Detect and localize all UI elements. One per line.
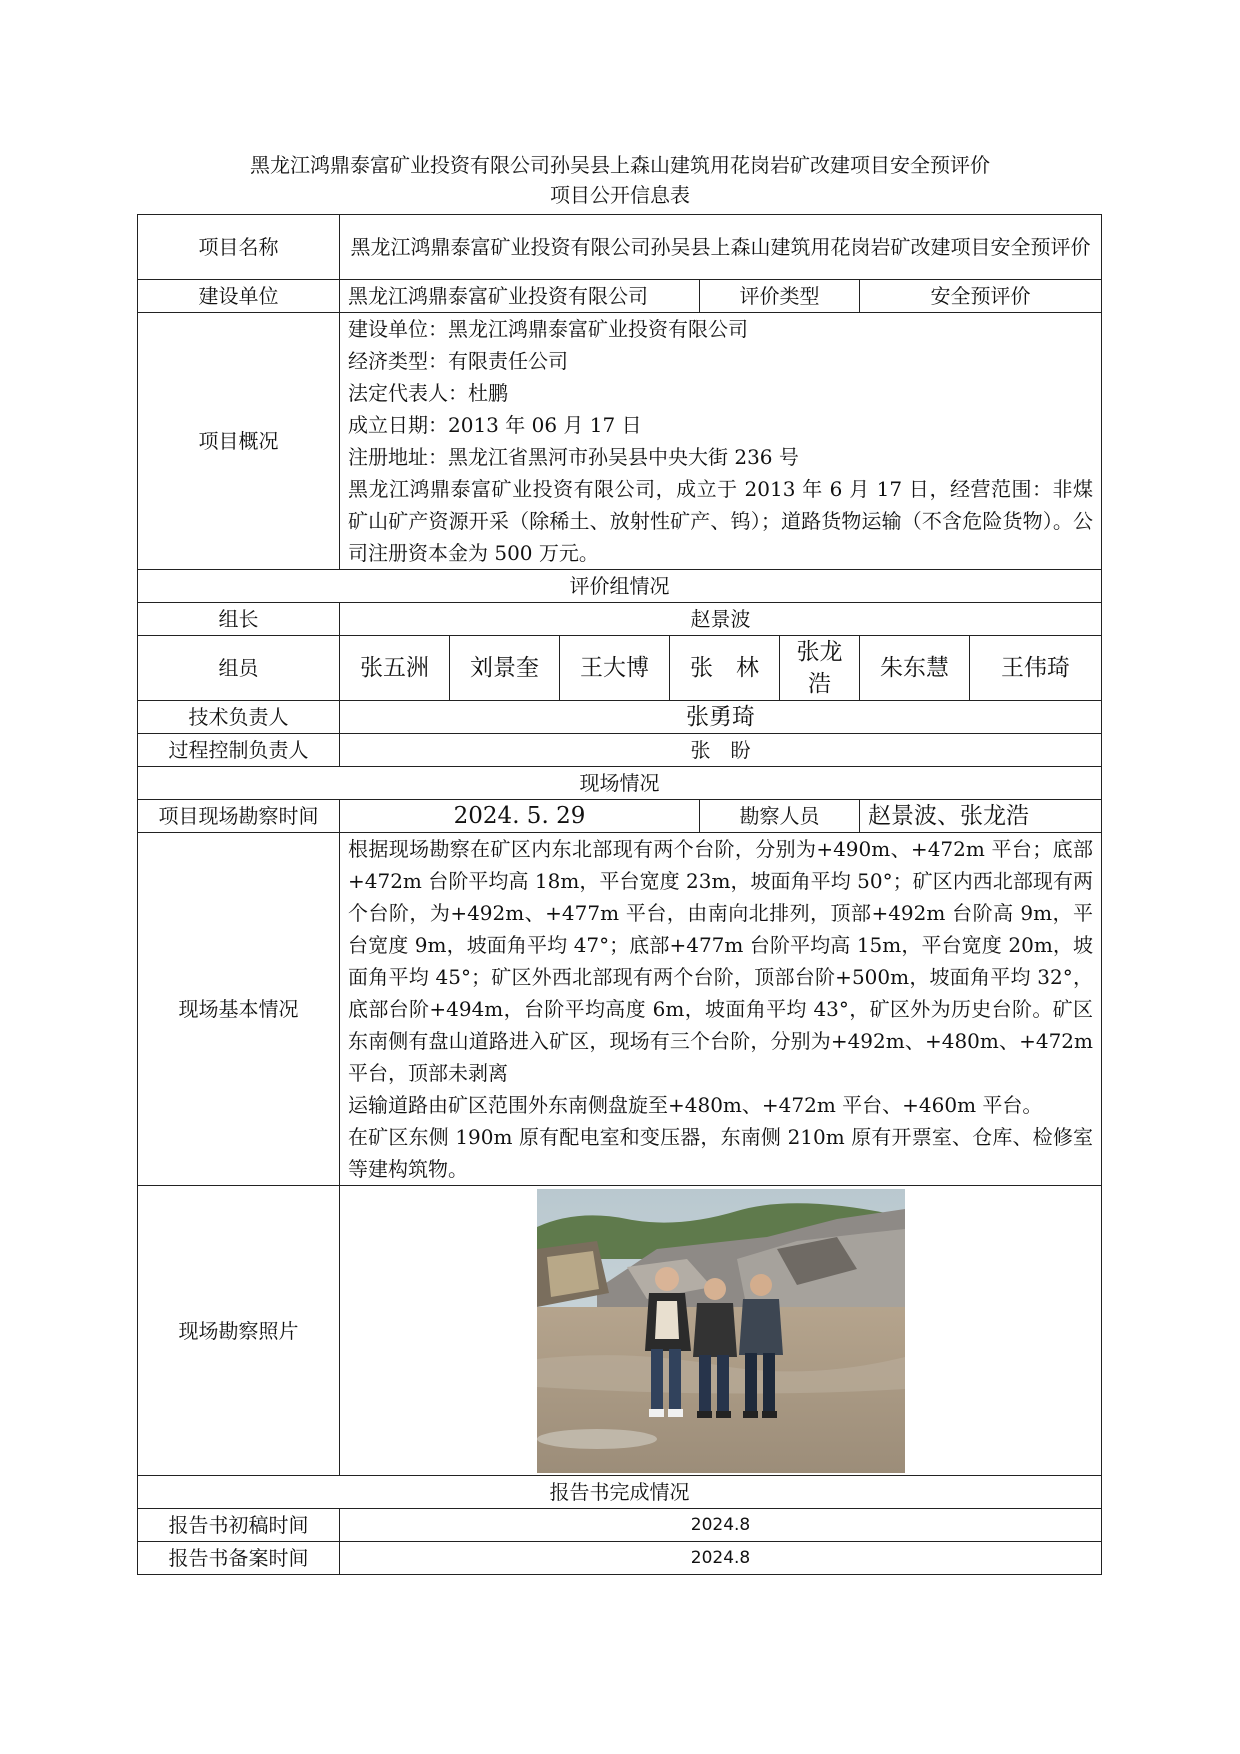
overview-line-unit: 建设单位：黑龙江鸿鼎泰富矿业投资有限公司: [348, 317, 748, 341]
team-member: 王大博: [560, 636, 670, 701]
value-evaluation-type: 安全预评价: [860, 280, 1102, 313]
label-tech-lead: 技术负责人: [138, 701, 340, 734]
row-team-leader: [138, 603, 1102, 636]
team-member: 刘景奎: [450, 636, 560, 701]
value-report-draft: 2024.8: [340, 1509, 1102, 1542]
row-report-filing: [138, 1542, 1102, 1575]
site-basics-paragraph: 在矿区东侧 190m 原有配电室和变压器，东南侧 210m 原有开票室、仓库、检修室等建构筑物。: [348, 1125, 1093, 1181]
value-report-filing: 2024.8: [340, 1542, 1102, 1575]
info-table: [137, 214, 1102, 1575]
label-project-name: 项目名称: [138, 215, 340, 280]
value-team-leader: 赵景波: [340, 603, 1102, 636]
overview-line-address: 注册地址：黑龙江省黑河市孙吴县中央大街 236 号: [348, 445, 799, 469]
row-project-name: [138, 215, 1102, 280]
value-tech-lead: 张勇琦: [340, 701, 1102, 734]
team-member: 张五洲: [340, 636, 450, 701]
label-project-overview: 项目概况: [138, 313, 340, 570]
row-survey-time: [138, 800, 1102, 833]
section-title-report: 报告书完成情况: [138, 1476, 1102, 1509]
overview-line-econ-type: 经济类型：有限责任公司: [348, 349, 568, 373]
overview-content: [340, 313, 1102, 570]
label-report-draft: 报告书初稿时间: [138, 1509, 340, 1542]
team-member: 朱东慧: [860, 636, 970, 701]
value-survey-time: 2024. 5. 29: [340, 800, 700, 833]
label-evaluation-type: 评价类型: [700, 280, 860, 313]
document-subtitle: 项目公开信息表: [550, 183, 690, 207]
label-survey-staff: 勘察人员: [700, 800, 860, 833]
label-report-filing: 报告书备案时间: [138, 1542, 340, 1575]
label-site-photo: 现场勘察照片: [138, 1186, 340, 1476]
site-photo-cell: [340, 1186, 1102, 1476]
team-member: 张龙浩: [780, 636, 860, 701]
section-title-team: 评价组情况: [138, 570, 1102, 603]
site-basics-paragraph: 运输道路由矿区范围外东南侧盘旋至+480m、+472m 平台、+460m 平台。: [348, 1093, 1043, 1117]
label-survey-time: 项目现场勘察时间: [138, 800, 340, 833]
row-team-members: [138, 636, 1102, 701]
site-survey-photo: [537, 1189, 905, 1473]
row-construction-unit: [138, 280, 1102, 313]
label-team-leader: 组长: [138, 603, 340, 636]
row-site-section: [138, 767, 1102, 800]
label-construction-unit: 建设单位: [138, 280, 340, 313]
value-process-lead: 张 盼: [340, 734, 1102, 767]
section-title-site: 现场情况: [138, 767, 1102, 800]
row-report-draft: [138, 1509, 1102, 1542]
label-team-members: 组员: [138, 636, 340, 701]
overview-line-business-scope: 黑龙江鸿鼎泰富矿业投资有限公司，成立于 2013 年 6 月 17 日，经营范围：非煤矿山矿产资源开采（除稀土、放射性矿产、钨）；道路货物运输（不含危险货物）。公司注册资本金为 500 万元。: [348, 477, 1093, 565]
value-construction-unit: 黑龙江鸿鼎泰富矿业投资有限公司: [340, 280, 700, 313]
team-member: 王伟琦: [970, 636, 1102, 701]
row-project-overview: [138, 313, 1102, 570]
row-report-section: [138, 1476, 1102, 1509]
value-survey-staff: 赵景波、张龙浩: [860, 800, 1102, 833]
overview-line-founded: 成立日期：2013 年 06 月 17 日: [348, 413, 642, 437]
row-site-basics: [138, 833, 1102, 1186]
site-basics-content: [340, 833, 1102, 1186]
row-site-photo: [138, 1186, 1102, 1476]
label-process-lead: 过程控制负责人: [138, 734, 340, 767]
overview-line-legal-rep: 法定代表人：杜鹏: [348, 381, 508, 405]
row-tech-lead: [138, 701, 1102, 734]
site-basics-paragraph: 根据现场勘察在矿区内东北部现有两个台阶，分别为+490m、+472m 平台；底部+472m 台阶平均高 18m，平台宽度 23m，坡面角平均 50°；矿区内西北部现有两个台阶，为+492m、+477m 平台，由南向北排列，顶部+492m 台阶高 9m，平台宽度 9m，坡面角平均 47°；底部+477m 台阶平均高 15m，平台宽度 20m，坡面角平均 45°；矿区外西北部现有两个台阶，顶部台阶+500m，坡面角平均 32°，底部台阶+494m，台阶平均高度 6m，坡面角平均 43°，矿区外为历史台阶。矿区东南侧有盘山道路进入矿区，现场有三个台阶，分别为+492m、+480m、+472m 平台，顶部未剥离: [348, 837, 1093, 1085]
row-team-section: [138, 570, 1102, 603]
team-member: 张 林: [670, 636, 780, 701]
label-site-basics: 现场基本情况: [138, 833, 340, 1186]
value-project-name: 黑龙江鸿鼎泰富矿业投资有限公司孙吴县上森山建筑用花岗岩矿改建项目安全预评价: [340, 215, 1102, 280]
row-process-lead: [138, 734, 1102, 767]
document-title: 黑龙江鸿鼎泰富矿业投资有限公司孙吴县上森山建筑用花岗岩矿改建项目安全预评价: [250, 153, 990, 177]
